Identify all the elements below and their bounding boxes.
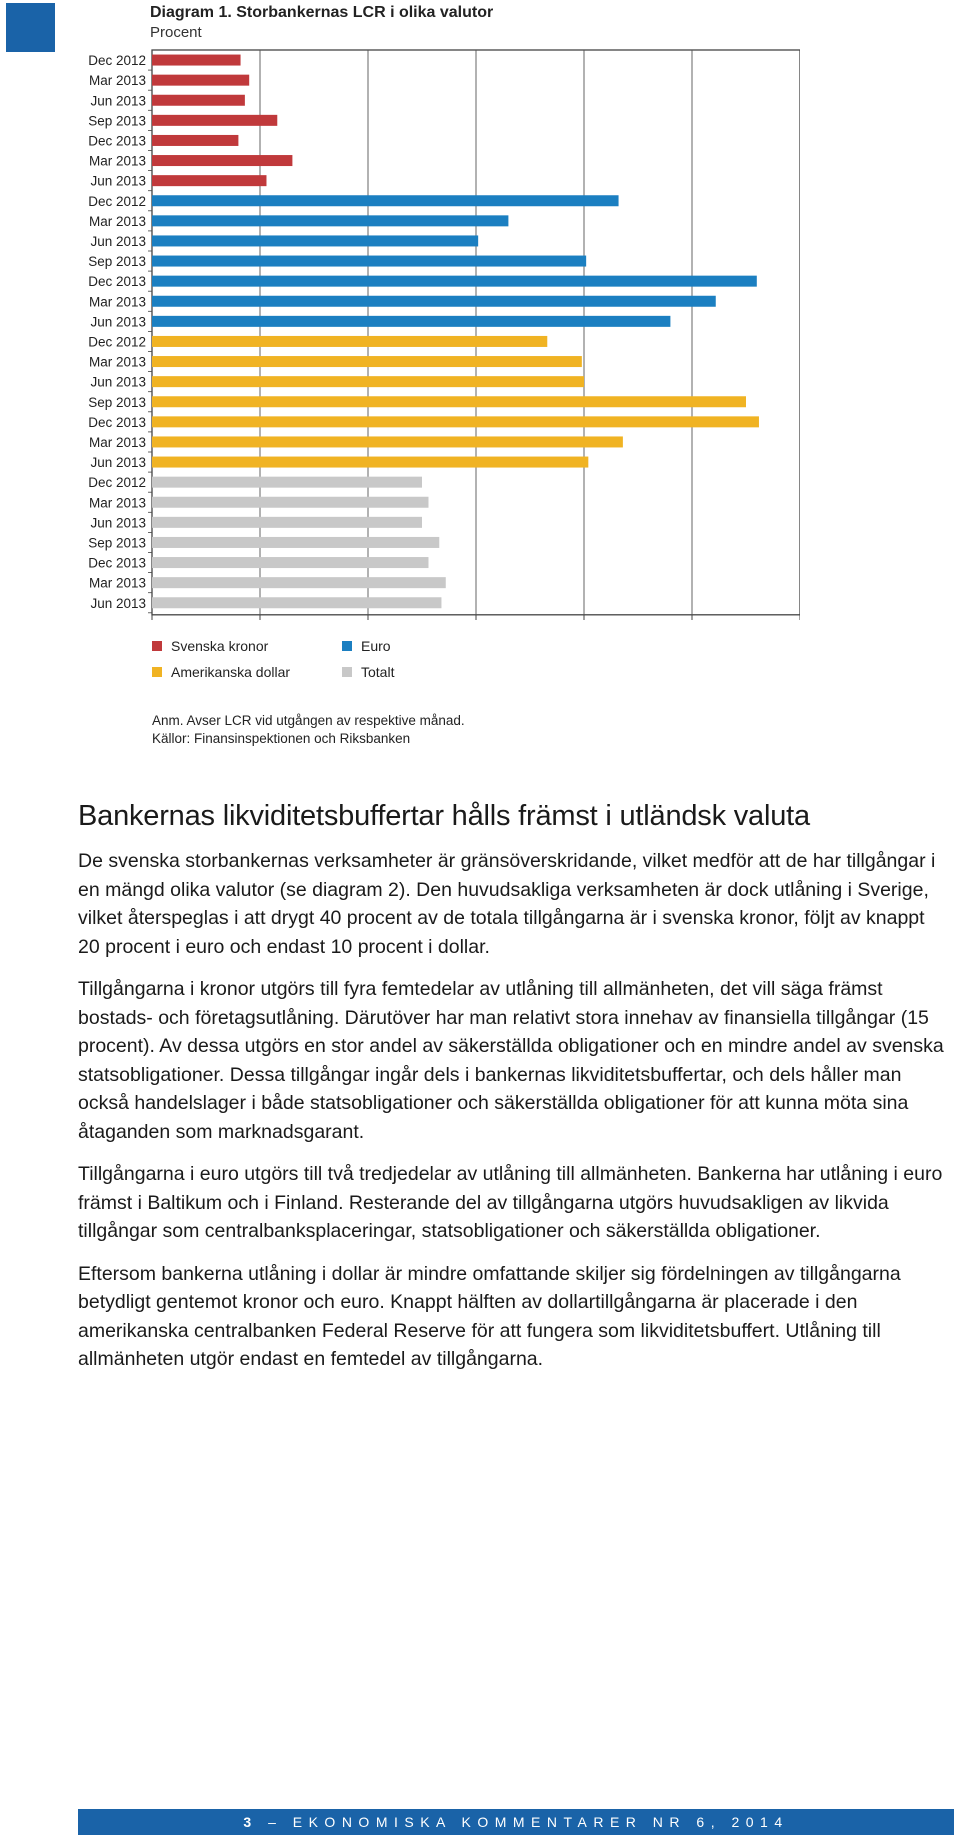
chart-subtitle: Procent: [150, 24, 202, 41]
bar: [152, 396, 746, 407]
bar: [152, 55, 241, 66]
bar: [152, 95, 245, 106]
article-paragraph: Tillgångarna i kronor utgörs till fyra femtedelar av utlåning till allmänheten, det vill säga främst bostads- och företagsutlåning. Därutöver har man relativt stora innehav av finansiella tillgångar (15 procent). Av dessa utgörs en stor andel av säkerställda obligationer och en mindre andel av svenska statsobligationer. Dessa tillgångar ingår dels i bankernas likviditetsbuffertar, och dels håller man också handelslager i både statsobligationer och säkerställda obligationer för att kunna möta sina åtaganden som marknadsgarant.: [78, 978, 944, 1143]
y-category-label: Dec 2013: [88, 414, 146, 430]
y-category-label: Jun 2013: [90, 515, 146, 531]
chart-title: Diagram 1. Storbankernas LCR i olika valutor: [150, 4, 494, 21]
y-category-label: Mar 2013: [88, 434, 146, 450]
bar: [152, 577, 446, 588]
legend-swatch: [342, 667, 352, 677]
bar: [152, 477, 422, 488]
legend-swatch: [342, 641, 352, 651]
legend-swatch: [152, 667, 162, 677]
bar-chart: [0, 40, 800, 620]
bar: [152, 416, 759, 427]
legend-label: Svenska kronor: [171, 638, 269, 654]
y-category-label: Jun 2013: [90, 173, 146, 189]
page-number: 3: [243, 1814, 258, 1830]
bar: [152, 356, 582, 367]
article: [78, 800, 950, 1388]
article-paragraph: De svenska storbankernas verksamheter är gränsöverskridande, vilket medför att de har tillgångar i en mängd olika valutor (se diagram 2). Den huvudsakliga verksamheten är dock utlåning i Sverige, vilket återspeglas i att drygt 40 procent av de totala tillgångarna är i svenska kronor, följt av knappt 20 procent i euro och endast 10 procent i dollar.: [78, 850, 936, 958]
bar: [152, 517, 422, 528]
y-category-label: Dec 2012: [88, 475, 146, 491]
article-paragraph: Eftersom bankerna utlåning i dollar är mindre omfattande skiljer sig fördelningen av tillgångarna betydligt gentemot kronor och euro. Knappt hälften av dollartillgångarna är placerade i den amerikanska centralbanken Federal Reserve för att fungera som likviditetsbuffert. Utlåning till allmänheten utgör endast en femtedel av tillgångarna.: [78, 1262, 901, 1370]
bar: [152, 497, 428, 508]
publication-name: EKONOMISKA KOMMENTARER NR 6, 2014: [292, 1814, 789, 1830]
chart-notes: [152, 712, 465, 748]
legend-swatch: [152, 641, 162, 651]
legend-item-svenska-kronor: [152, 636, 268, 656]
y-category-label: Mar 2013: [88, 153, 146, 169]
bar: [152, 256, 586, 267]
bar: [152, 175, 266, 186]
y-category-label: Jun 2013: [90, 314, 146, 330]
y-category-label: Dec 2012: [88, 53, 146, 69]
footer-bar: [78, 1809, 954, 1835]
bar: [152, 115, 277, 126]
y-category-label: Mar 2013: [88, 73, 146, 89]
y-category-label: Dec 2012: [88, 193, 146, 209]
y-category-label: Mar 2013: [88, 495, 146, 511]
y-category-label: Jun 2013: [90, 455, 146, 471]
bar: [152, 537, 439, 548]
bar: [152, 436, 623, 447]
y-category-label: Dec 2012: [88, 334, 146, 350]
y-category-label: Sep 2013: [88, 113, 146, 129]
chart-source: Källor: Finansinspektionen och Riksbanken: [152, 731, 411, 746]
bar: [152, 235, 478, 246]
y-category-label: Jun 2013: [90, 374, 146, 390]
y-category-label: Sep 2013: [88, 254, 146, 270]
legend-label: Totalt: [361, 664, 395, 680]
legend-item-amerikanska-dollar: [152, 662, 290, 682]
bar: [152, 135, 238, 146]
y-category-label: Jun 2013: [90, 93, 146, 109]
bar: [152, 457, 588, 468]
legend-item-totalt: [342, 662, 394, 682]
bar: [152, 557, 428, 568]
y-category-label: Dec 2013: [88, 555, 146, 571]
bar: [152, 215, 508, 226]
y-category-label: Sep 2013: [88, 394, 146, 410]
y-category-label: Jun 2013: [90, 595, 146, 611]
bar: [152, 195, 619, 206]
y-category-label: Mar 2013: [88, 294, 146, 310]
y-category-label: Mar 2013: [88, 354, 146, 370]
y-category-label: Sep 2013: [88, 535, 146, 551]
footer-separator: –: [268, 1814, 283, 1830]
bar: [152, 155, 292, 166]
article-heading: Bankernas likviditetsbuffertar hålls främst i utländsk valuta: [78, 800, 810, 832]
bar: [152, 376, 584, 387]
bar: [152, 296, 716, 307]
y-category-label: Mar 2013: [88, 575, 146, 591]
y-category-label: Dec 2013: [88, 133, 146, 149]
legend-label: Amerikanska dollar: [171, 664, 291, 680]
legend-item-euro: [342, 636, 391, 656]
chart-note: Anm. Avser LCR vid utgången av respektive månad.: [152, 713, 465, 728]
bar: [152, 597, 441, 608]
y-category-label: Dec 2013: [88, 274, 146, 290]
y-category-label: Mar 2013: [88, 213, 146, 229]
bar: [152, 316, 670, 327]
legend-label: Euro: [361, 638, 391, 654]
bar: [152, 276, 757, 287]
article-paragraph: Tillgångarna i euro utgörs till två tredjedelar av utlåning till allmänheten. Bankerna har utlåning i euro främst i Baltikum och i Finland. Resterande del av tillgångarna utgörs huvudsakligen av likvida tillgångar som centralbanksplaceringar, statsobligationer och säkerställda obligationer.: [78, 1163, 943, 1242]
bar: [152, 75, 249, 86]
y-category-label: Jun 2013: [90, 233, 146, 249]
bar: [152, 336, 547, 347]
